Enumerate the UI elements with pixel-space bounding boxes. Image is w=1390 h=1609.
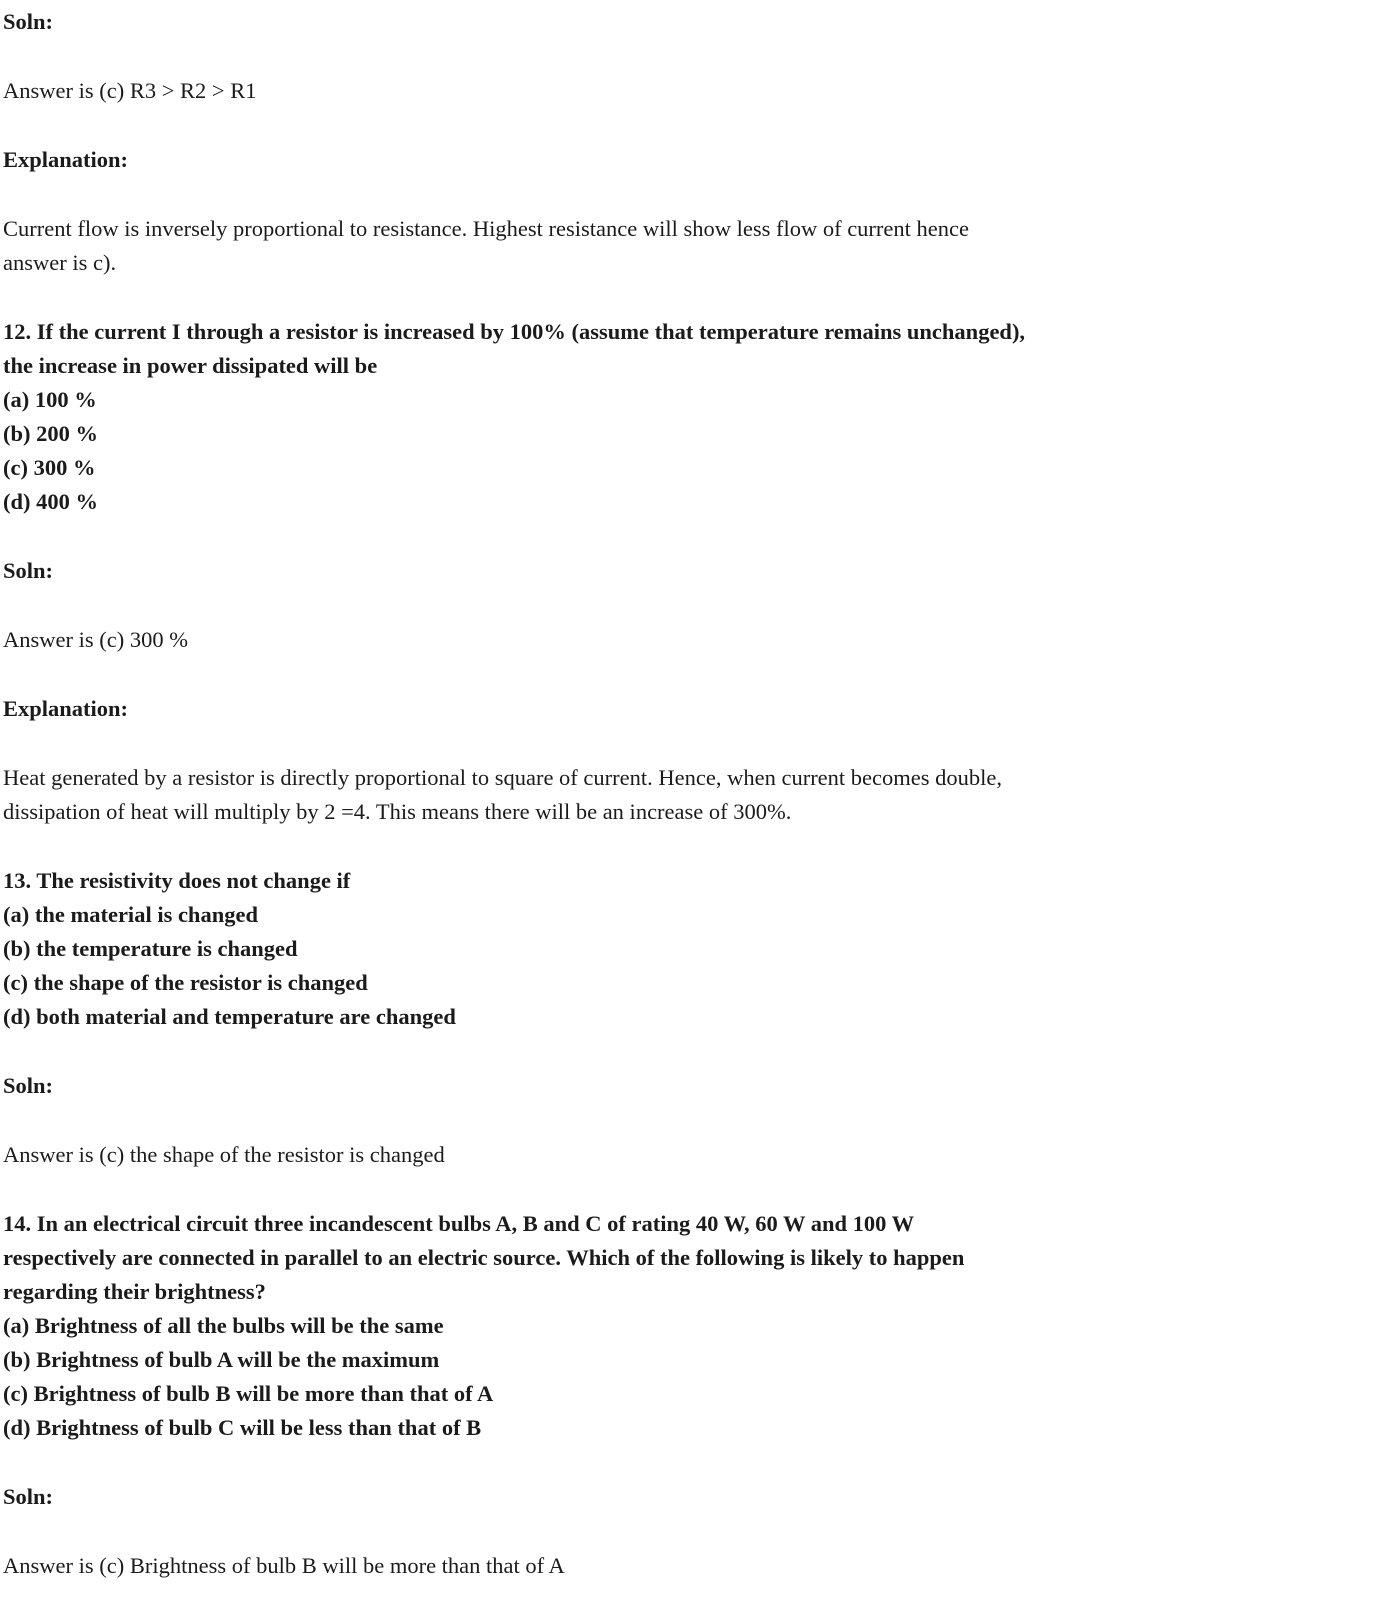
soln-label: Soln: (3, 558, 54, 583)
question-12-block (3, 315, 1382, 519)
soln-heading (3, 1480, 1382, 1514)
option-d: (d) 400 % (3, 489, 98, 514)
answer-line: Answer is (c) the shape of the resistor is changed (3, 1142, 445, 1167)
question-line: regarding their brightness? (3, 1279, 266, 1304)
explanation-label: Explanation: (3, 696, 129, 721)
explanation-line: Heat generated by a resistor is directly proportional to square of current. Hence, when current becomes double, (3, 765, 1002, 790)
soln-label: Soln: (3, 9, 54, 34)
answer-q14-block (3, 1549, 1382, 1583)
option-a: (a) the material is changed (3, 902, 258, 927)
explanation-q12-block (3, 761, 1382, 829)
question-line: the increase in power dissipated will be (3, 353, 378, 378)
explanation-line: dissipation of heat will multiply by 2 =4. This means there will be an increase of 300%. (3, 799, 792, 824)
option-c: (c) Brightness of bulb B will be more than that of A (3, 1381, 494, 1406)
answer-line: Answer is (c) R3 > R2 > R1 (3, 78, 257, 103)
explanation-heading (3, 692, 1382, 726)
option-a: (a) Brightness of all the bulbs will be the same (3, 1313, 444, 1338)
option-b: (b) Brightness of bulb A will be the maximum (3, 1347, 440, 1372)
option-a: (a) 100 % (3, 387, 97, 412)
answer-q11-block (3, 74, 1382, 108)
question-14-block (3, 1207, 1382, 1445)
explanation-line: answer is c). (3, 250, 117, 275)
answer-line: Answer is (c) Brightness of bulb B will be more than that of A (3, 1553, 565, 1578)
question-13-block (3, 864, 1382, 1034)
answer-line: Answer is (c) 300 % (3, 627, 188, 652)
soln-heading (3, 5, 1382, 39)
question-line: 14. In an electrical circuit three incandescent bulbs A, B and C of rating 40 W, 60 W and 100 W (3, 1211, 915, 1236)
soln-heading (3, 554, 1382, 588)
explanation-heading (3, 143, 1382, 177)
option-d: (d) both material and temperature are changed (3, 1004, 456, 1029)
soln-label: Soln: (3, 1073, 54, 1098)
question-line: 12. If the current I through a resistor is increased by 100% (assume that temperature remains unchanged), (3, 319, 1026, 344)
answer-q12-block (3, 623, 1382, 657)
answer-q13-block (3, 1138, 1382, 1172)
option-c: (c) the shape of the resistor is changed (3, 970, 368, 995)
explanation-line: Current flow is inversely proportional to resistance. Highest resistance will show less flow of current hence (3, 216, 969, 241)
question-line: respectively are connected in parallel to an electric source. Which of the following is likely to happen (3, 1245, 965, 1270)
option-b: (b) 200 % (3, 421, 98, 446)
soln-heading (3, 1069, 1382, 1103)
option-d: (d) Brightness of bulb C will be less than that of B (3, 1415, 482, 1440)
soln-label: Soln: (3, 1484, 54, 1509)
explanation-q11-block (3, 212, 1382, 280)
option-c: (c) 300 % (3, 455, 96, 480)
explanation-label: Explanation: (3, 147, 129, 172)
question-line: 13. The resistivity does not change if (3, 868, 351, 893)
option-b: (b) the temperature is changed (3, 936, 298, 961)
